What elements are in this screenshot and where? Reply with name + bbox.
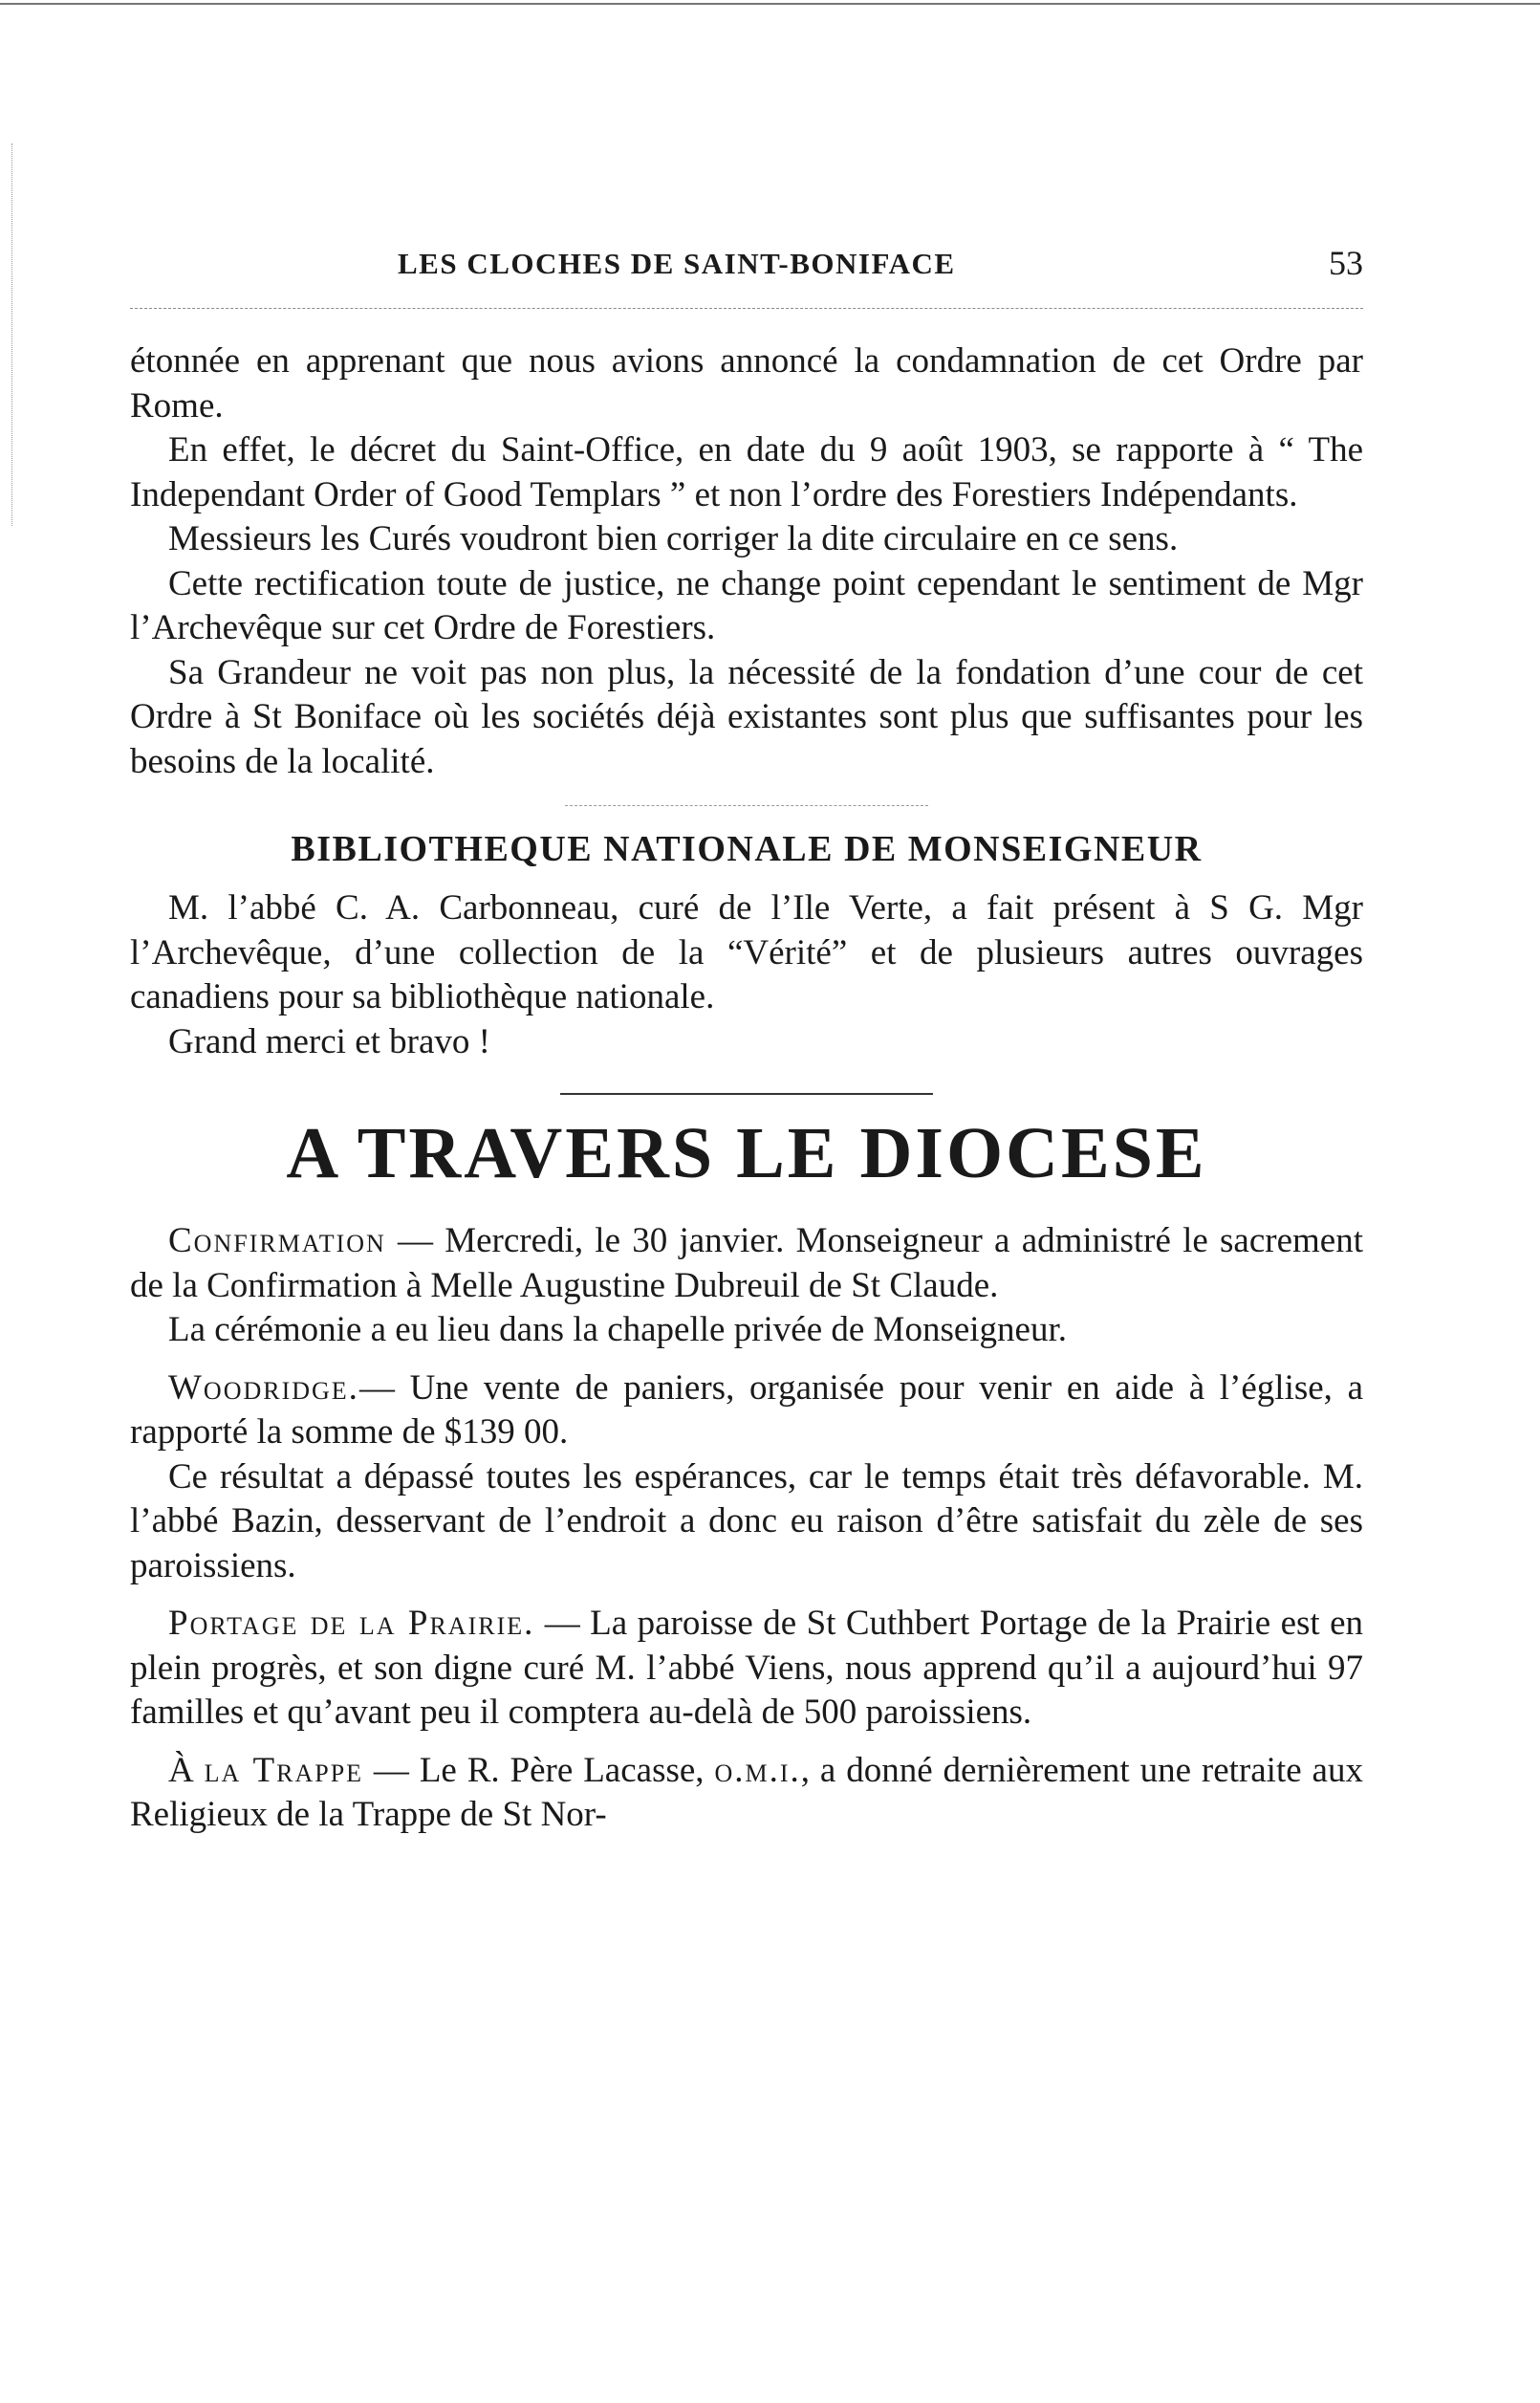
woodridge-text: — Une vente de paniers, organisée pour venir en aide à l’église, a rapporté la somme de $139 00. <box>130 1367 1363 1452</box>
paragraph-correction: Messieurs les Curés voudront bien corriger la dite circulaire en ce sens. <box>168 519 1179 558</box>
confirmation-label: Confirmation <box>168 1221 386 1260</box>
trappe-label-b: la Trappe <box>204 1750 364 1790</box>
trappe-omi: o.m.i. <box>714 1750 801 1790</box>
paragraph-confirmation <box>130 1219 1363 1308</box>
paragraph-decree: En effet, le décret du Saint-Office, en date du 9 août 1903, se rapporte à “ The Independant Order of Good Templars ” et non l’ordre des Forestiers Indépendants. <box>130 430 1363 514</box>
trappe-text-b: , a donné dernièrement une retraite aux Religieux de la Trappe de St Nor- <box>130 1750 1363 1834</box>
trappe-text-a: — Le R. Père Lacasse, <box>363 1750 715 1790</box>
paragraph-woodridge <box>130 1366 1363 1455</box>
page-body <box>130 339 1363 1838</box>
header-rule <box>130 308 1363 309</box>
paragraph-result: Ce résultat a dépassé toutes les espérances, car le temps était très défavorable. M. l’abbé Bazin, desservant de l’endroit a donc eu raison d’être satisfait du zèle de ses paroissiens. <box>130 1456 1363 1585</box>
diocese-title: A TRAVERS LE DIOCESE <box>286 1113 1207 1193</box>
page-number: 53 <box>1329 244 1363 282</box>
paragraph-trappe <box>130 1749 1363 1838</box>
title-divider <box>560 1093 933 1095</box>
spacer <box>130 1588 1363 1602</box>
top-border-rule <box>0 3 1540 5</box>
portage-label: Portage de la Prairie. <box>168 1604 535 1643</box>
library-heading: BIBLIOTHEQUE NATIONALE DE MONSEIGNEUR <box>291 829 1203 869</box>
spacer <box>130 1736 1363 1749</box>
paragraph-portage <box>130 1602 1363 1736</box>
paragraph-continuation: étonnée en apprenant que nous avions annoncé la condamnation de cet Ordre par Rome. <box>130 341 1363 426</box>
paragraph-ceremony: La cérémonie a eu lieu dans la chapelle privée de Monseigneur. <box>168 1310 1068 1349</box>
paragraph-foundation: Sa Grandeur ne voit pas non plus, la nécessité de la fondation d’une cour de cet Ordre à St Boniface où les sociétés déjà existantes sont plus que suffisantes pour les besoins de la localité. <box>130 652 1363 781</box>
left-page-edge <box>11 143 12 526</box>
confirmation-text: — Mercredi, le 30 janvier. Monseigneur a administré le sacrement de la Confirmation à Melle Augustine Dubreuil de St Claude. <box>130 1221 1363 1305</box>
section-divider <box>565 805 928 806</box>
paragraph-rectification: Cette rectification toute de justice, ne change point cependant le sentiment de Mgr l’Archevêque sur cet Ordre de Forestiers. <box>130 563 1363 647</box>
running-title: LES CLOCHES DE SAINT-BONIFACE <box>398 247 956 280</box>
woodridge-label: Woodridge. <box>168 1367 359 1408</box>
running-head <box>130 241 1363 287</box>
trappe-label-a: À <box>168 1750 205 1790</box>
portage-text: — La paroisse de St Cuthbert Portage de la Prairie est en plein progrès, et son digne curé M. l’abbé Viens, nous apprend qu’il a aujourd’hui 97 familles et qu’avant peu il comptera au-delà de 500 paroissiens. <box>130 1604 1363 1732</box>
paragraph-library-gift: M. l’abbé C. A. Carbonneau, curé de l’Ile Verte, a fait présent à S G. Mgr l’Archevêque, d’une collection de la “Vérité” et de plusieurs autres ouvrages canadiens pour sa bibliothèque nationale. <box>130 888 1363 1016</box>
spacer <box>130 1353 1363 1366</box>
paragraph-thanks: Grand merci et bravo ! <box>168 1021 490 1061</box>
